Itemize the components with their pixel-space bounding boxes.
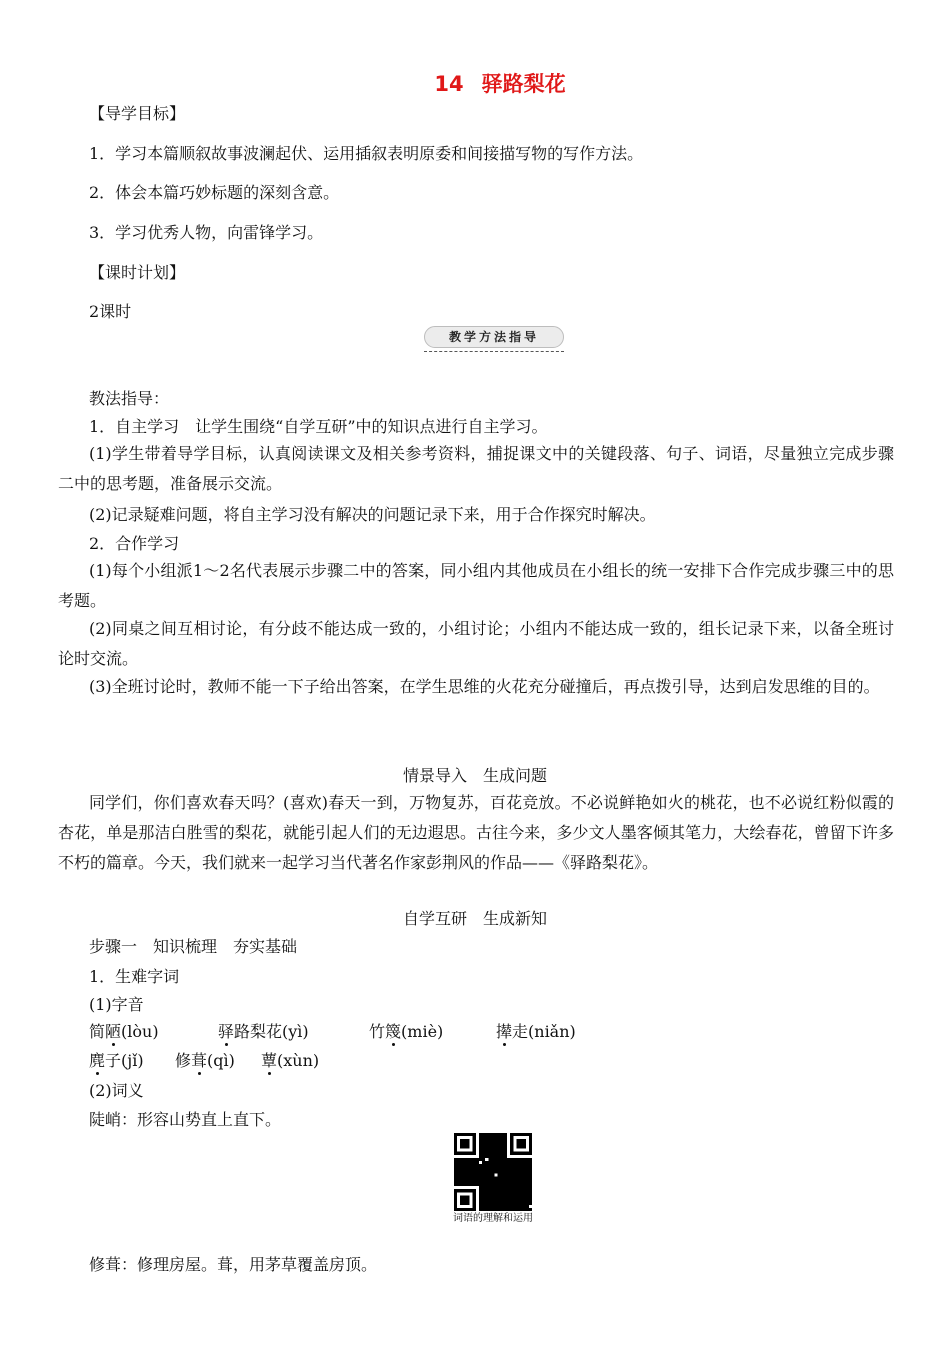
lesson-title-text: 驿路梨花 xyxy=(481,72,566,96)
pron-xun: 蕈(xùn) xyxy=(261,1051,320,1070)
banner-label: 教学方法指导 xyxy=(448,330,539,344)
intro-heading: 情景导入 生成问题 xyxy=(402,766,547,785)
goal-item-1: 1．学习本篇顺叙故事波澜起伏、运用插叙表明原委和间接描写物的写作方法。 xyxy=(89,144,644,163)
banner-divider xyxy=(424,351,564,352)
definition-doqiao: 陡峭：形容山势直上直下。 xyxy=(89,1110,282,1129)
pron-jianlou: 简陋(lòu) xyxy=(89,1022,159,1041)
teaching-method-banner xyxy=(424,324,564,354)
qr-code-image[interactable] xyxy=(454,1133,532,1211)
pronunciation-title: (1)字音 xyxy=(89,995,144,1014)
pron-yilu: 驿路梨花(yì) xyxy=(218,1022,309,1041)
meaning-title: (2)词义 xyxy=(89,1081,144,1100)
method-self-study-2: (2)记录疑难问题，将自主学习没有解决的问题记录下来，用于合作探究时解决。 xyxy=(89,505,656,524)
intro-text: 同学们，你们喜欢春天吗？(喜欢)春天一到，万物复苏，百花竞放。不必说鲜艳如火的桃花，也不必说红粉似霞的杏花，单是那洁白胜雪的梨花，就能引起人们的无边遐思。古往今来，多少文人墨客倾其笔力，大绘春花，曾留下许多不朽的篇章。今天，我们就来一起学习当代著名作家彭荆风的作品——《驿路梨花》。 xyxy=(58,793,894,872)
pron-jizi: 麂子(jǐ) xyxy=(89,1051,144,1070)
plan-heading: 【课时计划】 xyxy=(89,263,186,282)
goal-item-2: 2．体会本篇巧妙标题的深刻含意。 xyxy=(89,183,340,202)
study-heading: 自学互研 生成新知 xyxy=(402,909,547,928)
method-label: 教法指导： xyxy=(89,389,170,408)
method-self-study-1: (1)学生带着导学目标，认真阅读课文及相关参考资料，捕捉课文中的关键段落、句子、词语，尽量独立完成步骤二中的思考题，准备展示交流。 xyxy=(58,444,894,493)
pron-xiuqi: 修葺(qì) xyxy=(175,1051,235,1070)
plan-value: 2课时 xyxy=(89,302,132,321)
pron-nianzou: 撵走(niǎn) xyxy=(496,1022,576,1041)
step-one: 步骤一 知识梳理 夯实基础 xyxy=(89,937,298,956)
definition-xiuqi: 修葺：修理房屋。葺，用茅草覆盖房顶。 xyxy=(89,1255,378,1274)
method-cooperation-1: (1)每个小组派1～2名代表展示步骤二中的答案，同小组内其他成员在小组长的统一安排下合作完成步骤三中的思考题。 xyxy=(58,561,894,610)
pron-zhumie: 竹篾(miè) xyxy=(369,1022,444,1041)
goal-item-3: 3．学习优秀人物，向雷锋学习。 xyxy=(89,223,324,242)
method-cooperation-3: (3)全班讨论时，教师不能一下子给出答案，在学生思维的火花充分碰撞后，再点拨引导，达到启发思维的目的。 xyxy=(89,677,880,696)
goals-heading: 【导学目标】 xyxy=(89,104,186,123)
method-cooperation-2: (2)同桌之间互相讨论，有分歧不能达成一致的，小组讨论；小组内不能达成一致的，组长记录下来，以备全班讨论时交流。 xyxy=(58,619,894,668)
method-self-study: 1．自主学习 让学生围绕“自学互研”中的知识点进行自主学习。 xyxy=(89,417,548,436)
method-cooperation: 2．合作学习 xyxy=(89,534,180,553)
lesson-number: 14 xyxy=(434,72,464,96)
words-title: 1．生难字词 xyxy=(89,967,180,986)
lesson-title xyxy=(0,68,950,98)
qr-caption: 词语的理解和运用 xyxy=(453,1213,533,1224)
